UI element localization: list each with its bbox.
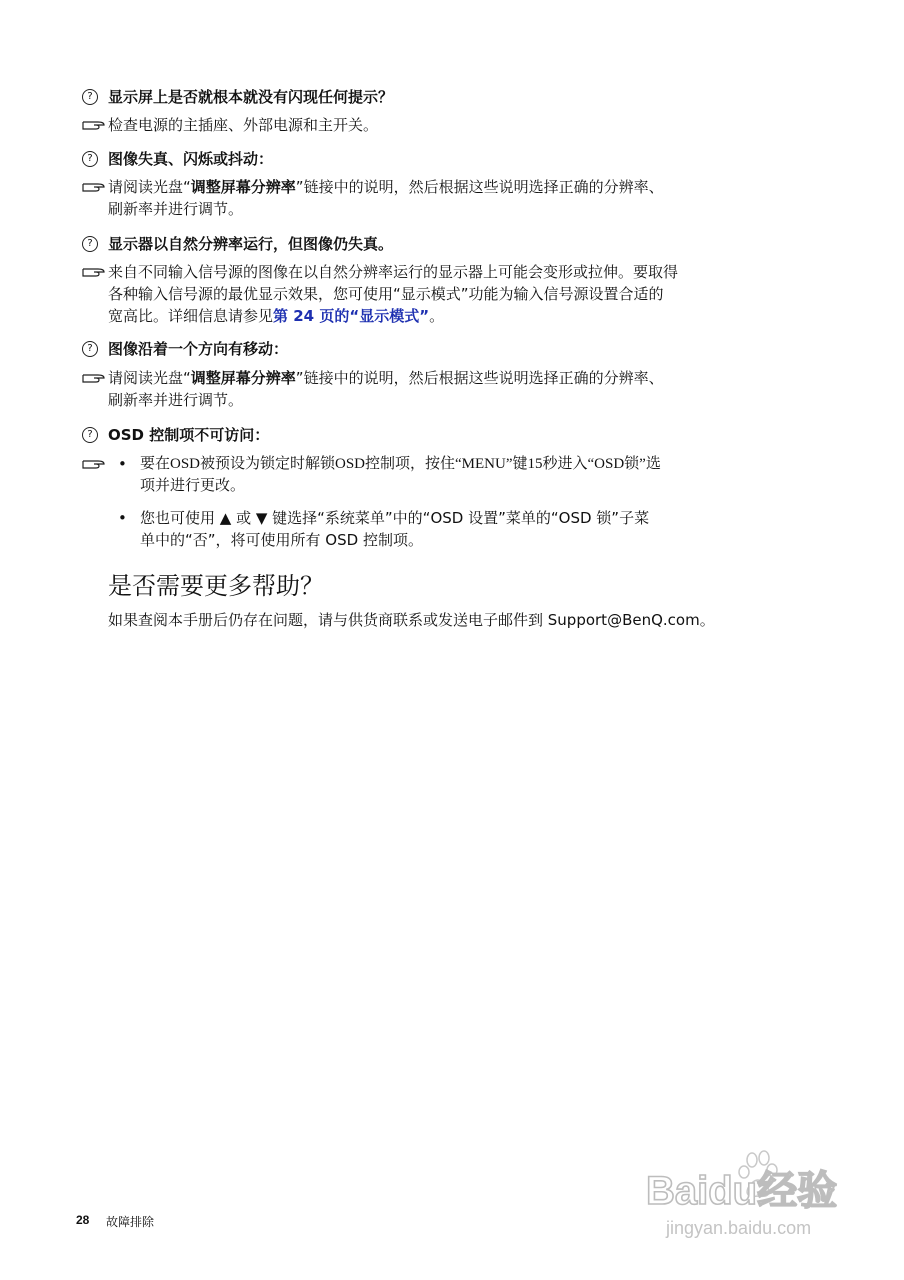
bullet-icon: • <box>118 455 127 473</box>
question-3 <box>82 233 393 254</box>
question-text: 显示器以自然分辨率运行，但图像仍失真。 <box>108 235 394 253</box>
baidu-watermark-logo <box>640 1148 860 1244</box>
bullet-item: • 要在OSD被预设为锁定时解锁OSD控制项，按住“MENU”键15秒进入“OSD锁”选 项并进行更改。 <box>118 455 661 494</box>
question-icon: ? <box>82 151 98 167</box>
svg-text:jingyan.baidu.com: jingyan.baidu.com <box>666 1218 812 1238</box>
question-icon: ? <box>82 341 98 357</box>
help-heading: 是否需要更多帮助？ <box>108 572 324 600</box>
question-4 <box>82 338 288 359</box>
question-text: 图像失真、闪烁或抖动： <box>108 150 274 168</box>
answer-3: 来自不同输入信号源的图像在以自然分辨率运行的显示器上可能会变形或拉伸。要取得 各种输入信号源的最优显示效果，您可使用“显示模式”功能为输入信号源设置合适的 宽高比。详细信息请参见第 24 页的“显示模式”。 <box>82 261 678 327</box>
question-icon: ? <box>82 89 98 105</box>
question-2 <box>82 148 273 169</box>
pointing-hand-icon <box>82 266 106 278</box>
pointing-hand-icon <box>82 181 106 193</box>
section-title: 故障排除 <box>106 1215 155 1229</box>
question-icon: ? <box>82 236 98 252</box>
display-mode-link[interactable]: 第 24 页的“显示模式” <box>273 307 430 325</box>
bullet-icon: • <box>118 509 127 527</box>
question-text: OSD 控制项不可访问： <box>108 426 270 444</box>
pointing-hand-icon <box>82 458 106 470</box>
help-text: 如果查阅本手册后仍存在问题，请与供货商联系或发送电子邮件到 Support@BenQ.com。 <box>108 611 715 629</box>
question-text: 图像沿着一个方向有移动： <box>108 340 289 358</box>
svg-text:Baidu经验: Baidu经验 <box>646 1169 838 1213</box>
answer-2: 请阅读光盘“调整屏幕分辨率”链接中的说明，然后根据这些说明选择正确的分辨率、 刷新率并进行调节。 <box>82 176 664 220</box>
pointing-hand-icon <box>82 372 106 384</box>
question-text: 显示屏上是否就根本就没有闪现任何提示？ <box>108 88 394 106</box>
page-number: 28 <box>76 1213 90 1227</box>
question-icon: ? <box>82 427 98 443</box>
answer-4: 请阅读光盘“调整屏幕分辨率”链接中的说明，然后根据这些说明选择正确的分辨率、 刷新率并进行调节。 <box>82 367 664 411</box>
pointing-hand-icon <box>82 119 106 131</box>
answer-1: 检查电源的主插座、外部电源和主开关。 <box>82 114 378 136</box>
question-5 <box>82 424 269 445</box>
bullet-item: • 您也可使用 ▲ 或 ▼ 键选择“系统菜单”中的“OSD 设置”菜单的“OSD 锁”子菜 单中的“否”，将可使用所有 OSD 控制项。 <box>118 509 650 549</box>
question-1 <box>82 86 393 107</box>
